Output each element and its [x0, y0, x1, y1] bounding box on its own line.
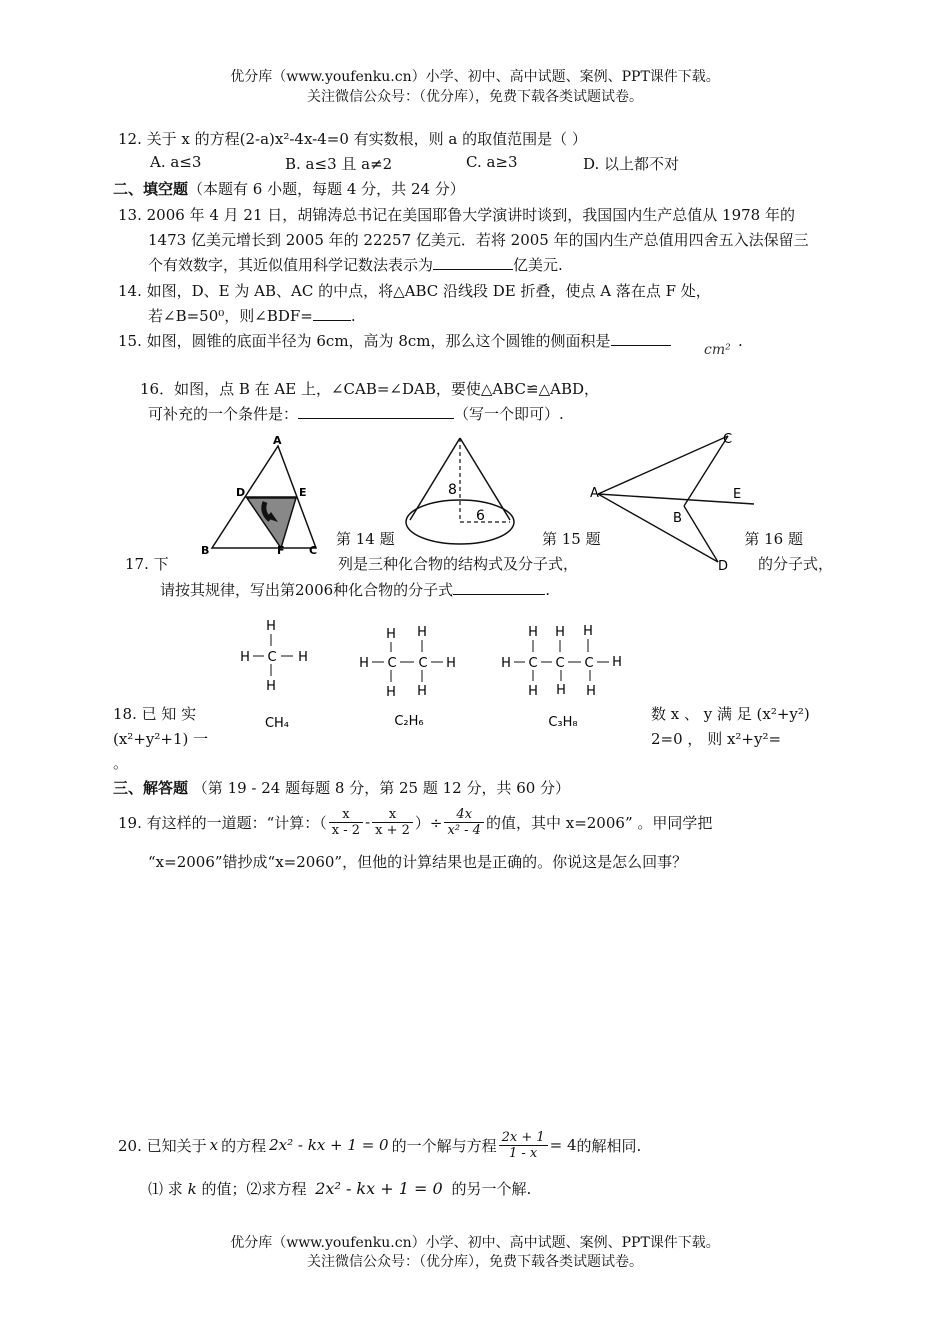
q20-prefix: 20. 已知关于 — [118, 1136, 207, 1155]
section-3-note: （第 19 - 24 题每题 8 分，第 25 题 12 分，共 60 分） — [192, 779, 571, 797]
q17-line2-end: . — [545, 581, 550, 599]
q17-line1-middle: 列是三种化合物的结构式及分子式， — [338, 555, 579, 573]
atom-h: H — [501, 656, 511, 671]
q20-equation-3: 2x² - kx + 1 = 0 — [315, 1179, 443, 1198]
q15-line — [118, 330, 671, 351]
q18-end: 。 — [113, 754, 129, 772]
q16-line2 — [148, 403, 564, 424]
page-header-line2: 关注微信公众号：（优分库），免费下载各类试题试卷。 — [307, 89, 643, 105]
q13-line3-unit: 亿美元. — [513, 256, 563, 274]
q19-divide: ）÷ — [414, 813, 443, 832]
figure-15-caption: 第 15 题 — [542, 530, 601, 548]
q13-line3 — [148, 254, 563, 275]
q20-variable: x — [209, 1136, 219, 1154]
segment-ac — [598, 436, 728, 494]
q12-stem: 12. 关于 x 的方程(2-a)x²-4x-4=0 有实数根，则 a 的取值范围是（ ） — [118, 130, 587, 148]
q14-line1: 14. 如图，D、E 为 AB、AC 的中点，将△ABC 沿线段 DE 折叠，使点 A 落在点 F 处， — [118, 282, 711, 300]
q19-suffix: 的值，其中 x=2006” 。甲同学把 — [485, 813, 713, 832]
label-e: E — [733, 487, 742, 502]
atom-c: C — [555, 656, 565, 671]
figure-15-cone — [398, 432, 523, 558]
q16-line2-text: 可补充的一个条件是： — [148, 405, 299, 423]
q13-line1: 13. 2006 年 4 月 21 日，胡锦涛总书记在美国耶鲁大学演讲时谈到，我国国内生产总值从 1978 年的 — [118, 206, 795, 224]
section-3-heading — [113, 777, 570, 798]
atom-c: C — [528, 656, 538, 671]
radius-label: 6 — [476, 508, 485, 524]
q19-prefix: 19. 有这样的一道题：“计算：（ — [118, 813, 327, 832]
structure-c2h6 — [359, 625, 456, 729]
q20-k: k — [187, 1180, 197, 1198]
q20-part2: 的值；⑵求方程 — [201, 1180, 307, 1198]
label-d: D — [236, 486, 246, 499]
label-a: A — [590, 486, 599, 501]
q20-mid2: 的一个解与方程 — [391, 1136, 497, 1155]
q15-unit: cm² — [704, 342, 731, 358]
q15-answer-blank[interactable] — [611, 330, 671, 346]
q18-right-line1: 数 x 、 y 满 足 (x²+y²) — [651, 705, 810, 723]
q16-line1: 16．如图，点 B 在 AE 上，∠CAB=∠DAB，要使△ABC≌△ABD， — [140, 380, 600, 398]
figure-16-caption: 第 16 题 — [744, 530, 803, 548]
q17-line2-text: 请按其规律，写出第2006种化合物的分子式 — [160, 581, 454, 599]
q19-fraction-2 — [372, 807, 413, 838]
atom-h: H — [359, 656, 369, 671]
atom-c: C — [387, 656, 397, 671]
q19-fraction-3 — [444, 807, 483, 838]
q19-minus: - — [365, 813, 371, 831]
section-2-title: 二、填空题 — [113, 180, 189, 198]
q20-part3: 的另一个解. — [451, 1180, 532, 1198]
figure-14-triangle — [195, 432, 330, 560]
folded-triangle-dfe — [247, 498, 296, 548]
chem-structures — [225, 612, 635, 742]
label-c: C — [723, 432, 733, 447]
q20-line1 — [118, 1122, 641, 1168]
atom-h: H — [528, 684, 538, 699]
atom-h: H — [586, 684, 596, 699]
q12-option-b: B. a≤3 且 a≠2 — [285, 155, 393, 173]
q19-f2-numerator: x — [372, 807, 413, 823]
page-footer-line1: 优分库（www.youfenku.cn）小学、初中、高中试题、案例、PPT课件下载。 — [230, 1235, 720, 1251]
q20-suffix: 的解相同. — [576, 1136, 642, 1155]
page-footer-line2: 关注微信公众号：（优分库），免费下载各类试题试卷。 — [307, 1254, 643, 1270]
structure-c3h8 — [501, 624, 622, 730]
atom-h: H — [417, 684, 427, 699]
q14-answer-blank[interactable] — [313, 305, 351, 321]
q19-f3-numerator: 4x — [444, 807, 483, 823]
q18-left-line1: 18. 已 知 实 — [113, 705, 197, 723]
q19-f2-denominator: x + 2 — [375, 822, 410, 838]
section-2-heading — [113, 178, 465, 199]
q20-equation-2: = 4 — [549, 1136, 577, 1154]
atom-c: C — [418, 656, 428, 671]
q16-answer-blank[interactable] — [298, 403, 454, 419]
atom-h: H — [298, 650, 308, 665]
figure-16-angles — [588, 430, 760, 575]
q13-line3-text: 个有效数字，其近似值用科学记数法表示为 — [148, 256, 434, 274]
atom-h: H — [266, 619, 276, 634]
q19-f1-numerator: x — [329, 807, 363, 823]
formula-c3h8: C₃H₈ — [548, 715, 578, 730]
q17-line1-start: 17. 下 — [125, 555, 169, 573]
q12-option-c: C. a≥3 — [466, 153, 518, 171]
q18-right-line2: 2=0 ， 则 x²+y²= — [651, 730, 782, 748]
atom-h: H — [583, 624, 593, 639]
q19-f1-denominator: x - 2 — [331, 822, 361, 838]
formula-ch4: CH₄ — [264, 716, 290, 731]
q16-line2-end: （写一个即可）. — [454, 405, 564, 423]
q15-end: . — [738, 332, 743, 350]
q20-fraction — [499, 1130, 548, 1161]
atom-h: H — [266, 679, 276, 694]
q14-line2 — [148, 305, 356, 326]
atom-c: C — [267, 650, 277, 665]
atom-h: H — [612, 655, 622, 670]
q20-equation-1: 2x² - kx + 1 = 0 — [269, 1136, 389, 1154]
atom-h: H — [556, 683, 566, 698]
segment-ad — [598, 494, 718, 562]
label-a: A — [273, 434, 282, 447]
q19-line2: “x=2006”错抄成“x=2060”，但他的计算结果也是正确的。你说这是怎么回事？ — [148, 853, 688, 871]
atom-h: H — [386, 627, 396, 642]
q15-text: 15. 如图，圆锥的底面半径为 6cm，高为 8cm，那么这个圆锥的侧面积是 — [118, 332, 611, 350]
label-f: F — [277, 544, 285, 557]
page-header-line1: 优分库（www.youfenku.cn）小学、初中、高中试题、案例、PPT课件下载。 — [230, 69, 720, 85]
q17-answer-blank[interactable] — [453, 579, 545, 595]
q19-line1 — [118, 800, 712, 844]
segment-ae — [598, 494, 754, 504]
q13-answer-blank[interactable] — [433, 254, 513, 270]
q20-numerator: 2x + 1 — [499, 1130, 548, 1146]
atom-h: H — [240, 650, 250, 665]
atom-h: H — [386, 685, 396, 700]
atom-h: H — [417, 625, 427, 640]
label-b: B — [673, 511, 682, 526]
q12-option-a: A. a≤3 — [150, 153, 202, 171]
atom-h: H — [446, 656, 456, 671]
q20-part1: ⑴ 求 — [148, 1180, 183, 1198]
q17-line2 — [160, 579, 550, 600]
atom-h: H — [555, 625, 565, 640]
q19-fraction-1 — [329, 807, 363, 838]
q13-line2: 1473 亿美元增长到 2005 年的 22257 亿美元．若将 2005 年的国内生产总值用四舍五入法保留三 — [148, 231, 809, 249]
label-c: C — [309, 544, 318, 557]
q12-option-d: D. 以上都不对 — [583, 155, 680, 173]
q14-line2-text: 若∠B=50⁰，则∠BDF= — [148, 307, 313, 325]
label-e: E — [299, 486, 307, 499]
q20-mid: 的方程 — [221, 1136, 267, 1155]
structure-ch4 — [240, 619, 308, 731]
height-label: 8 — [448, 482, 457, 498]
q20-denominator: 1 - x — [508, 1145, 538, 1161]
label-b: B — [201, 544, 210, 557]
q20-line2 — [148, 1178, 531, 1199]
q17-line1-end: 的分子式， — [758, 555, 834, 573]
atom-c: C — [584, 656, 594, 671]
figure-14-caption: 第 14 题 — [336, 530, 395, 548]
segment-bd — [684, 506, 718, 562]
section-2-note: （本题有 6 小题，每题 4 分，共 24 分） — [188, 180, 465, 198]
atom-h: H — [528, 625, 538, 640]
q19-f3-denominator: x² - 4 — [447, 822, 481, 838]
section-3-title: 三、解答题 — [113, 779, 189, 797]
q14-line2-end: . — [350, 307, 356, 325]
q18-left-line2: (x²+y²+1) 一 — [113, 730, 209, 748]
label-d: D — [718, 559, 729, 574]
formula-c2h6: C₂H₆ — [394, 714, 424, 729]
